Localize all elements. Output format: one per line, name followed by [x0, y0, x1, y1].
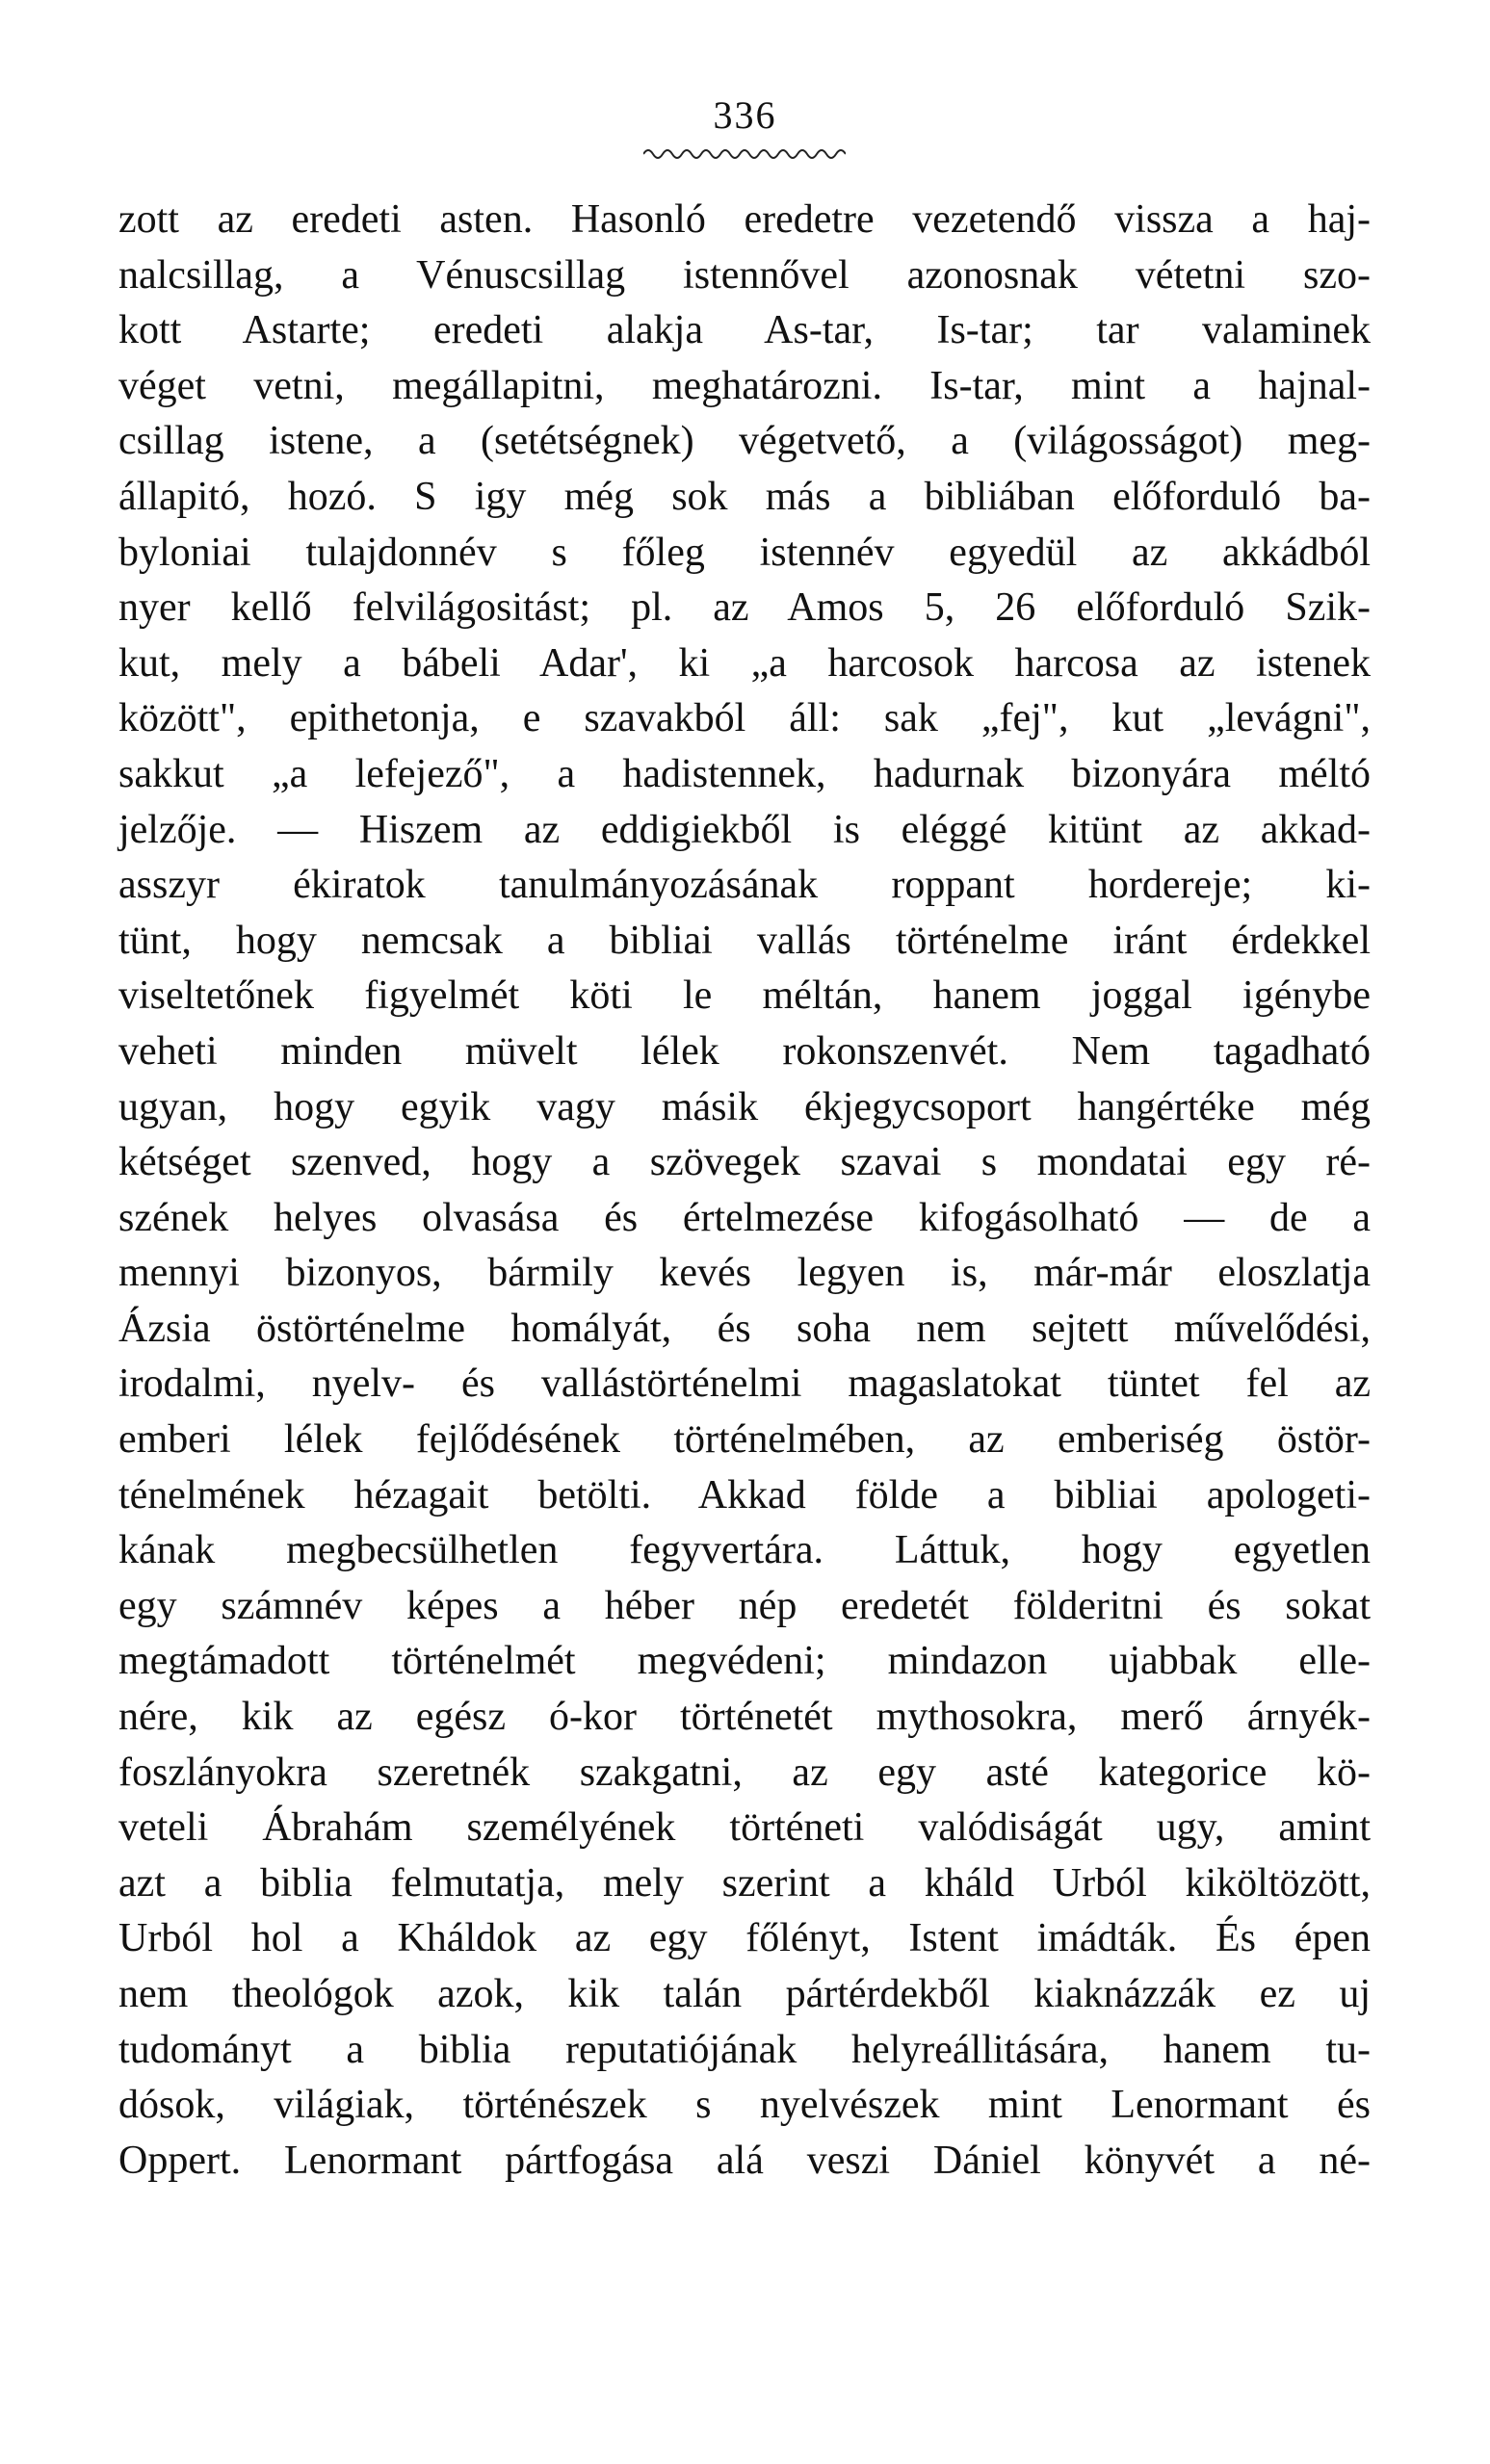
text-line: ugyan, hogy egyik vagy másik ékjegycsoport hangértéke még: [118, 1084, 1371, 1129]
text-line: között", epithetonja, e szavakból áll: sak „fej", kut „levágni",: [118, 696, 1371, 741]
text-line: nére, kik az egész ó-kor történetét mythosokra, merő árnyék-: [118, 1695, 1371, 1740]
wavy-rule-ornament: [643, 144, 846, 164]
text-line: emberi lélek fejlődésének történelmében, az emberiség östör-: [118, 1417, 1371, 1463]
text-line: foszlányokra szeretnék szakgatni, az egy asté kategorice kö-: [118, 1750, 1371, 1795]
text-line: asszyr ékiratok tanulmányozásának roppant hordereje; ki-: [118, 863, 1371, 908]
text-line: kut, mely a bábeli Adar', ki „a harcosok harcosa az istenek: [118, 640, 1371, 686]
text-line: tünt, hogy nemcsak a bibliai vallás történelme iránt érdekkel: [118, 918, 1371, 963]
text-line: kott Astarte; eredeti alakja As-tar, Is-tar; tar valaminek: [118, 308, 1371, 353]
text-line: Ázsia östörténelme homályát, és soha nem sejtett művelődési,: [118, 1306, 1371, 1351]
text-line: Urból hol a Kháldok az egy főlényt, Istent imádták. És épen: [118, 1916, 1371, 1961]
text-line: tudományt a biblia reputatiójának helyreállitására, hanem tu-: [118, 2027, 1371, 2072]
text-line: mennyi bizonyos, bármily kevés legyen is, már-már eloszlatja: [118, 1251, 1371, 1296]
text-line: csillag istene, a (setétségnek) végetvető, a (világosságot) meg-: [118, 419, 1371, 464]
text-line: Oppert. Lenormant pártfogása alá veszi Dániel könyvét a né-: [118, 2138, 1371, 2183]
text-line: nalcsillag, a Vénuscsillag istennővel azonosnak vétetni szo-: [118, 252, 1371, 298]
text-line: megtámadott történelmét megvédeni; mindazon ujabbak elle-: [118, 1639, 1371, 1684]
text-line: irodalmi, nyelv- és vallástörténelmi magaslatokat tüntet fel az: [118, 1362, 1371, 1407]
text-line: szének helyes olvasása és értelmezése kifogásolható — de a: [118, 1195, 1371, 1240]
text-line: nem theológok azok, kik talán pártérdekből kiaknázzák ez uj: [118, 1972, 1371, 2016]
text-line: nyer kellő felvilágositást; pl. az Amos 5, 26 előforduló Szik-: [118, 585, 1371, 631]
text-line: ténelmének hézagait betölti. Akkad földe a bibliai apologeti-: [118, 1472, 1371, 1517]
text-line: állapitó, hozó. S igy még sok más a bibliában előforduló ba-: [118, 474, 1371, 519]
text-line: véget vetni, megállapitni, meghatározni. Is-tar, mint a hajnal-: [118, 363, 1371, 408]
text-line: kétséget szenved, hogy a szövegek szavai s mondatai egy ré-: [118, 1140, 1371, 1185]
text-line: sakkut „a lefejező", a hadistennek, hadurnak bizonyára méltó: [118, 751, 1371, 796]
text-line: kának megbecsülhetlen fegyvertára. Láttuk, hogy egyetlen: [118, 1528, 1371, 1573]
text-line: azt a biblia felmutatja, mely szerint a kháld Urból kiköltözött,: [118, 1860, 1371, 1906]
text-line: zott az eredeti asten. Hasonló eredetre vezetendő vissza a haj-: [118, 197, 1371, 242]
text-line: egy számnév képes a héber nép eredetét földeritni és sokat: [118, 1583, 1371, 1628]
body-text: [118, 193, 1371, 2189]
text-line: byloniai tulajdonnév s főleg istennév egyedül az akkádból: [118, 530, 1371, 575]
text-line: veteli Ábrahám személyének történeti valódiságát ugy, amint: [118, 1805, 1371, 1851]
text-line: viseltetőnek figyelmét köti le méltán, hanem joggal igénybe: [118, 973, 1371, 1019]
page-number: 336: [713, 93, 777, 137]
text-line: jelzője. — Hiszem az eddigiekből is eléggé kitünt az akkad-: [118, 807, 1371, 852]
text-line: dósok, világiak, történészek s nyelvészek mint Lenormant és: [118, 2083, 1371, 2128]
text-line: veheti minden müvelt lélek rokonszenvét. Nem tagadható: [118, 1028, 1371, 1074]
